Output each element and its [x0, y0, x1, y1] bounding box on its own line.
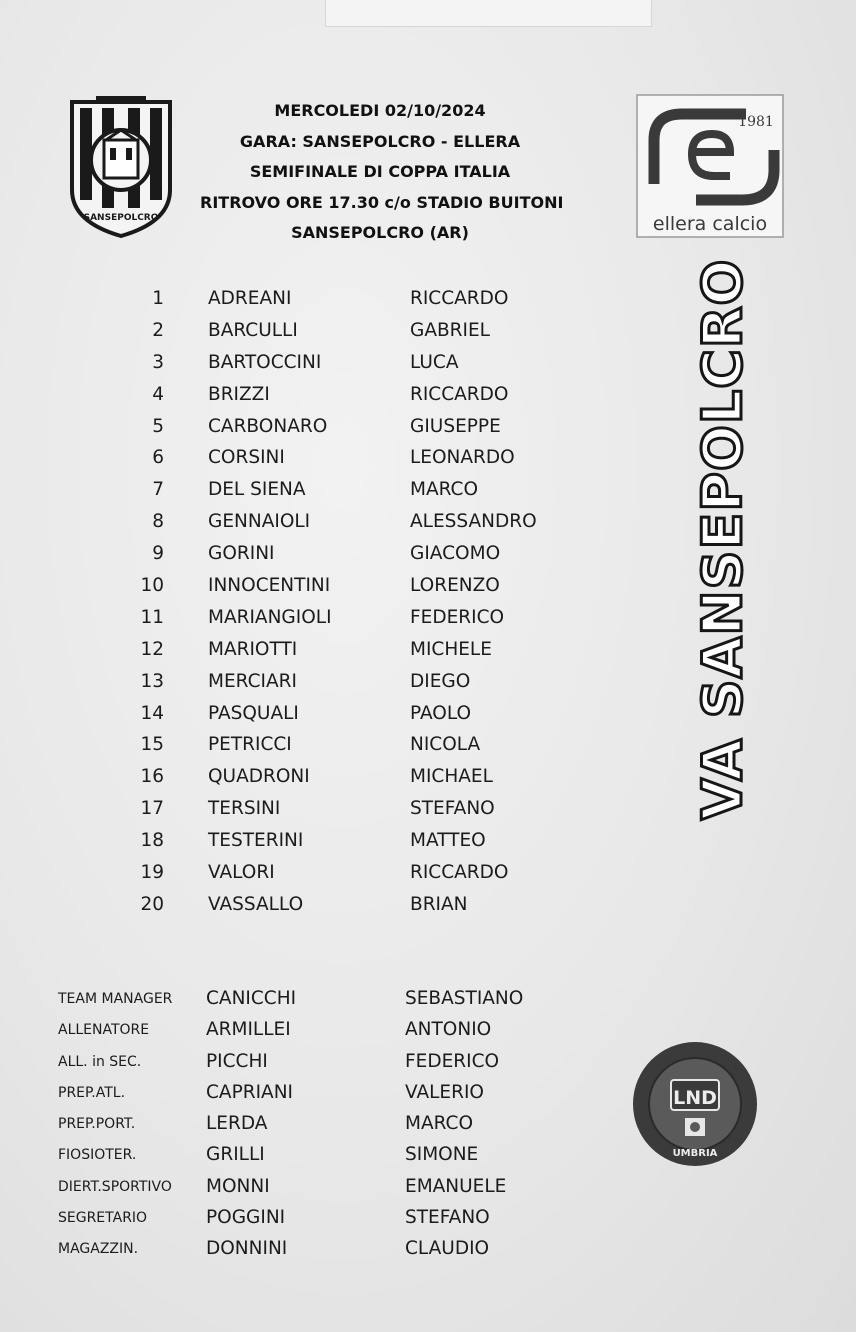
staff-row: [0, 984, 600, 1015]
player-number: 3: [152, 351, 164, 373]
staff-first-name: ANTONIO: [405, 1019, 492, 1041]
player-row: [0, 443, 600, 475]
player-last-name: ADREANI: [208, 288, 292, 309]
staff-role: ALL. in SEC.: [58, 1053, 142, 1070]
player-row: [0, 858, 600, 890]
player-first-name: BRIAN: [410, 893, 468, 915]
player-number: 20: [140, 893, 164, 915]
staff-row: [0, 1172, 600, 1203]
ellera-calcio-logo: [634, 92, 786, 240]
player-last-name: DEL SIENA: [208, 479, 306, 501]
player-last-name: BRIZZI: [208, 383, 270, 405]
staff-last-name: MONNI: [206, 1175, 270, 1197]
player-last-name: BARTOCCINI: [208, 351, 322, 373]
player-row: [0, 699, 600, 731]
lnd-region-text: UMBRIA: [672, 1148, 718, 1159]
player-last-name: GENNAIOLI: [208, 511, 311, 533]
player-row: [0, 667, 600, 699]
player-last-name: VALORI: [208, 862, 275, 884]
staff-row: [0, 1140, 600, 1171]
staff-first-name: CLAUDIO: [405, 1238, 490, 1260]
staff-row: [0, 1109, 600, 1140]
staff-role: MAGAZZIN.: [58, 1241, 139, 1258]
player-row: [0, 571, 600, 603]
player-first-name: ALESSANDRO: [410, 511, 537, 533]
player-number: 5: [152, 415, 164, 437]
player-number: 9: [152, 543, 164, 565]
staff-last-name: PICCHI: [206, 1050, 268, 1072]
staff-role: DIERT.SPORTIVO: [58, 1178, 172, 1195]
staff-list: [0, 984, 600, 1266]
player-number: 15: [140, 734, 164, 756]
staff-row: [0, 1234, 600, 1265]
player-last-name: MARIOTTI: [208, 638, 298, 660]
staff-last-name: POGGINI: [206, 1207, 286, 1229]
staff-role: SEGRETARIO: [58, 1210, 148, 1227]
player-first-name: FEDERICO: [410, 606, 505, 628]
player-number: 13: [140, 670, 164, 692]
player-first-name: GIACOMO: [410, 543, 501, 565]
player-last-name: PETRICCI: [208, 734, 292, 756]
match-competition: SEMIFINALE DI COPPA ITALIA: [249, 162, 511, 181]
player-row: [0, 316, 600, 348]
player-first-name: MATTEO: [410, 830, 486, 852]
staff-role: TEAM MANAGER: [58, 991, 173, 1007]
staff-last-name: ARMILLEI: [206, 1019, 291, 1041]
staff-row: [0, 1047, 600, 1078]
player-first-name: LEONARDO: [410, 447, 515, 469]
match-title: GARA: SANSEPOLCRO - ELLERA: [239, 131, 521, 151]
player-number: 16: [140, 766, 164, 788]
staff-role: PREP.ATL.: [58, 1084, 126, 1101]
player-number: 7: [152, 479, 164, 501]
ellera-name: ellera calcio: [652, 213, 768, 235]
player-row: [0, 794, 600, 826]
player-number: 19: [140, 862, 164, 884]
player-first-name: RICCARDO: [410, 383, 509, 405]
va-sansepolcro-vertical-text: VA SANSEPOLCRO: [691, 258, 754, 820]
staff-first-name: VALERIO: [405, 1081, 484, 1103]
player-number: 17: [140, 798, 164, 820]
player-number: 14: [140, 702, 164, 724]
player-row: [0, 284, 600, 316]
player-last-name: MARIANGIOLI: [208, 606, 332, 628]
player-row: [0, 762, 600, 794]
staff-row: [0, 1015, 600, 1046]
sansepolcro-crest-text: SANSEPOLCRO: [83, 213, 159, 223]
staff-first-name: SEBASTIANO: [405, 988, 524, 1009]
player-last-name: VASSALLO: [208, 893, 304, 915]
player-last-name: GORINI: [208, 543, 275, 565]
tape-strip: [325, 0, 652, 27]
staff-first-name: MARCO: [405, 1113, 474, 1135]
player-number: 1: [152, 288, 164, 309]
player-number: 12: [140, 638, 164, 660]
players-list: [0, 284, 600, 922]
player-row: [0, 635, 600, 667]
player-first-name: LUCA: [410, 351, 459, 373]
player-last-name: MERCIARI: [208, 670, 297, 692]
player-last-name: TERSINI: [208, 798, 281, 820]
player-first-name: PAOLO: [410, 702, 472, 724]
player-number: 6: [152, 447, 164, 469]
player-number: 4: [152, 383, 164, 405]
staff-row: [0, 1203, 600, 1234]
player-row: [0, 507, 600, 539]
player-first-name: RICCARDO: [410, 862, 509, 884]
staff-row: [0, 1078, 600, 1109]
lnd-umbria-logo: [631, 1040, 759, 1172]
player-first-name: RICCARDO: [410, 288, 509, 309]
staff-first-name: STEFANO: [405, 1207, 490, 1229]
staff-role: PREP.PORT.: [58, 1116, 136, 1133]
player-row: [0, 475, 600, 507]
player-first-name: NICOLA: [410, 734, 481, 756]
player-first-name: GABRIEL: [410, 319, 490, 341]
staff-role: ALLENATORE: [58, 1022, 150, 1039]
player-row: [0, 890, 600, 922]
player-first-name: LORENZO: [410, 575, 500, 597]
player-last-name: INNOCENTINI: [208, 575, 331, 597]
staff-first-name: FEDERICO: [405, 1050, 500, 1072]
meeting-info: RITROVO ORE 17.30 c/o STADIO BUITONI: [200, 192, 564, 212]
match-header: [200, 96, 564, 249]
player-number: 8: [152, 511, 164, 533]
player-row: [0, 380, 600, 412]
ellera-year: 1981: [738, 114, 774, 130]
player-last-name: TESTERINI: [208, 830, 304, 852]
staff-first-name: EMANUELE: [405, 1175, 507, 1197]
player-row: [0, 539, 600, 571]
player-first-name: STEFANO: [410, 798, 495, 820]
staff-last-name: DONNINI: [206, 1238, 288, 1260]
player-first-name: MARCO: [410, 479, 479, 501]
player-row: [0, 412, 600, 444]
staff-last-name: CAPRIANI: [206, 1081, 293, 1103]
player-last-name: PASQUALI: [208, 702, 299, 724]
player-last-name: CORSINI: [208, 447, 285, 469]
player-number: 2: [152, 319, 164, 341]
staff-role: FIOSIOTER.: [58, 1147, 137, 1164]
player-number: 11: [140, 606, 164, 628]
match-date: MERCOLEDI 02/10/2024: [274, 101, 486, 120]
player-number: 18: [140, 830, 164, 852]
meeting-location: SANSEPOLCRO (AR): [291, 223, 469, 242]
player-row: [0, 730, 600, 762]
player-row: [0, 603, 600, 635]
player-last-name: QUADRONI: [208, 766, 310, 788]
player-first-name: MICHAEL: [410, 766, 493, 788]
player-number: 10: [140, 575, 164, 597]
staff-last-name: GRILLI: [206, 1144, 265, 1166]
player-first-name: DIEGO: [410, 670, 471, 692]
player-last-name: BARCULLI: [208, 319, 298, 341]
staff-last-name: LERDA: [206, 1113, 268, 1135]
player-row: [0, 826, 600, 858]
player-row: [0, 348, 600, 380]
staff-first-name: SIMONE: [405, 1144, 479, 1166]
player-first-name: GIUSEPPE: [410, 415, 501, 437]
player-last-name: CARBONARO: [208, 415, 328, 437]
sansepolcro-crest-logo: [66, 94, 176, 240]
staff-last-name: CANICCHI: [206, 988, 297, 1009]
player-first-name: MICHELE: [410, 638, 492, 660]
lnd-text: LND: [673, 1087, 717, 1109]
